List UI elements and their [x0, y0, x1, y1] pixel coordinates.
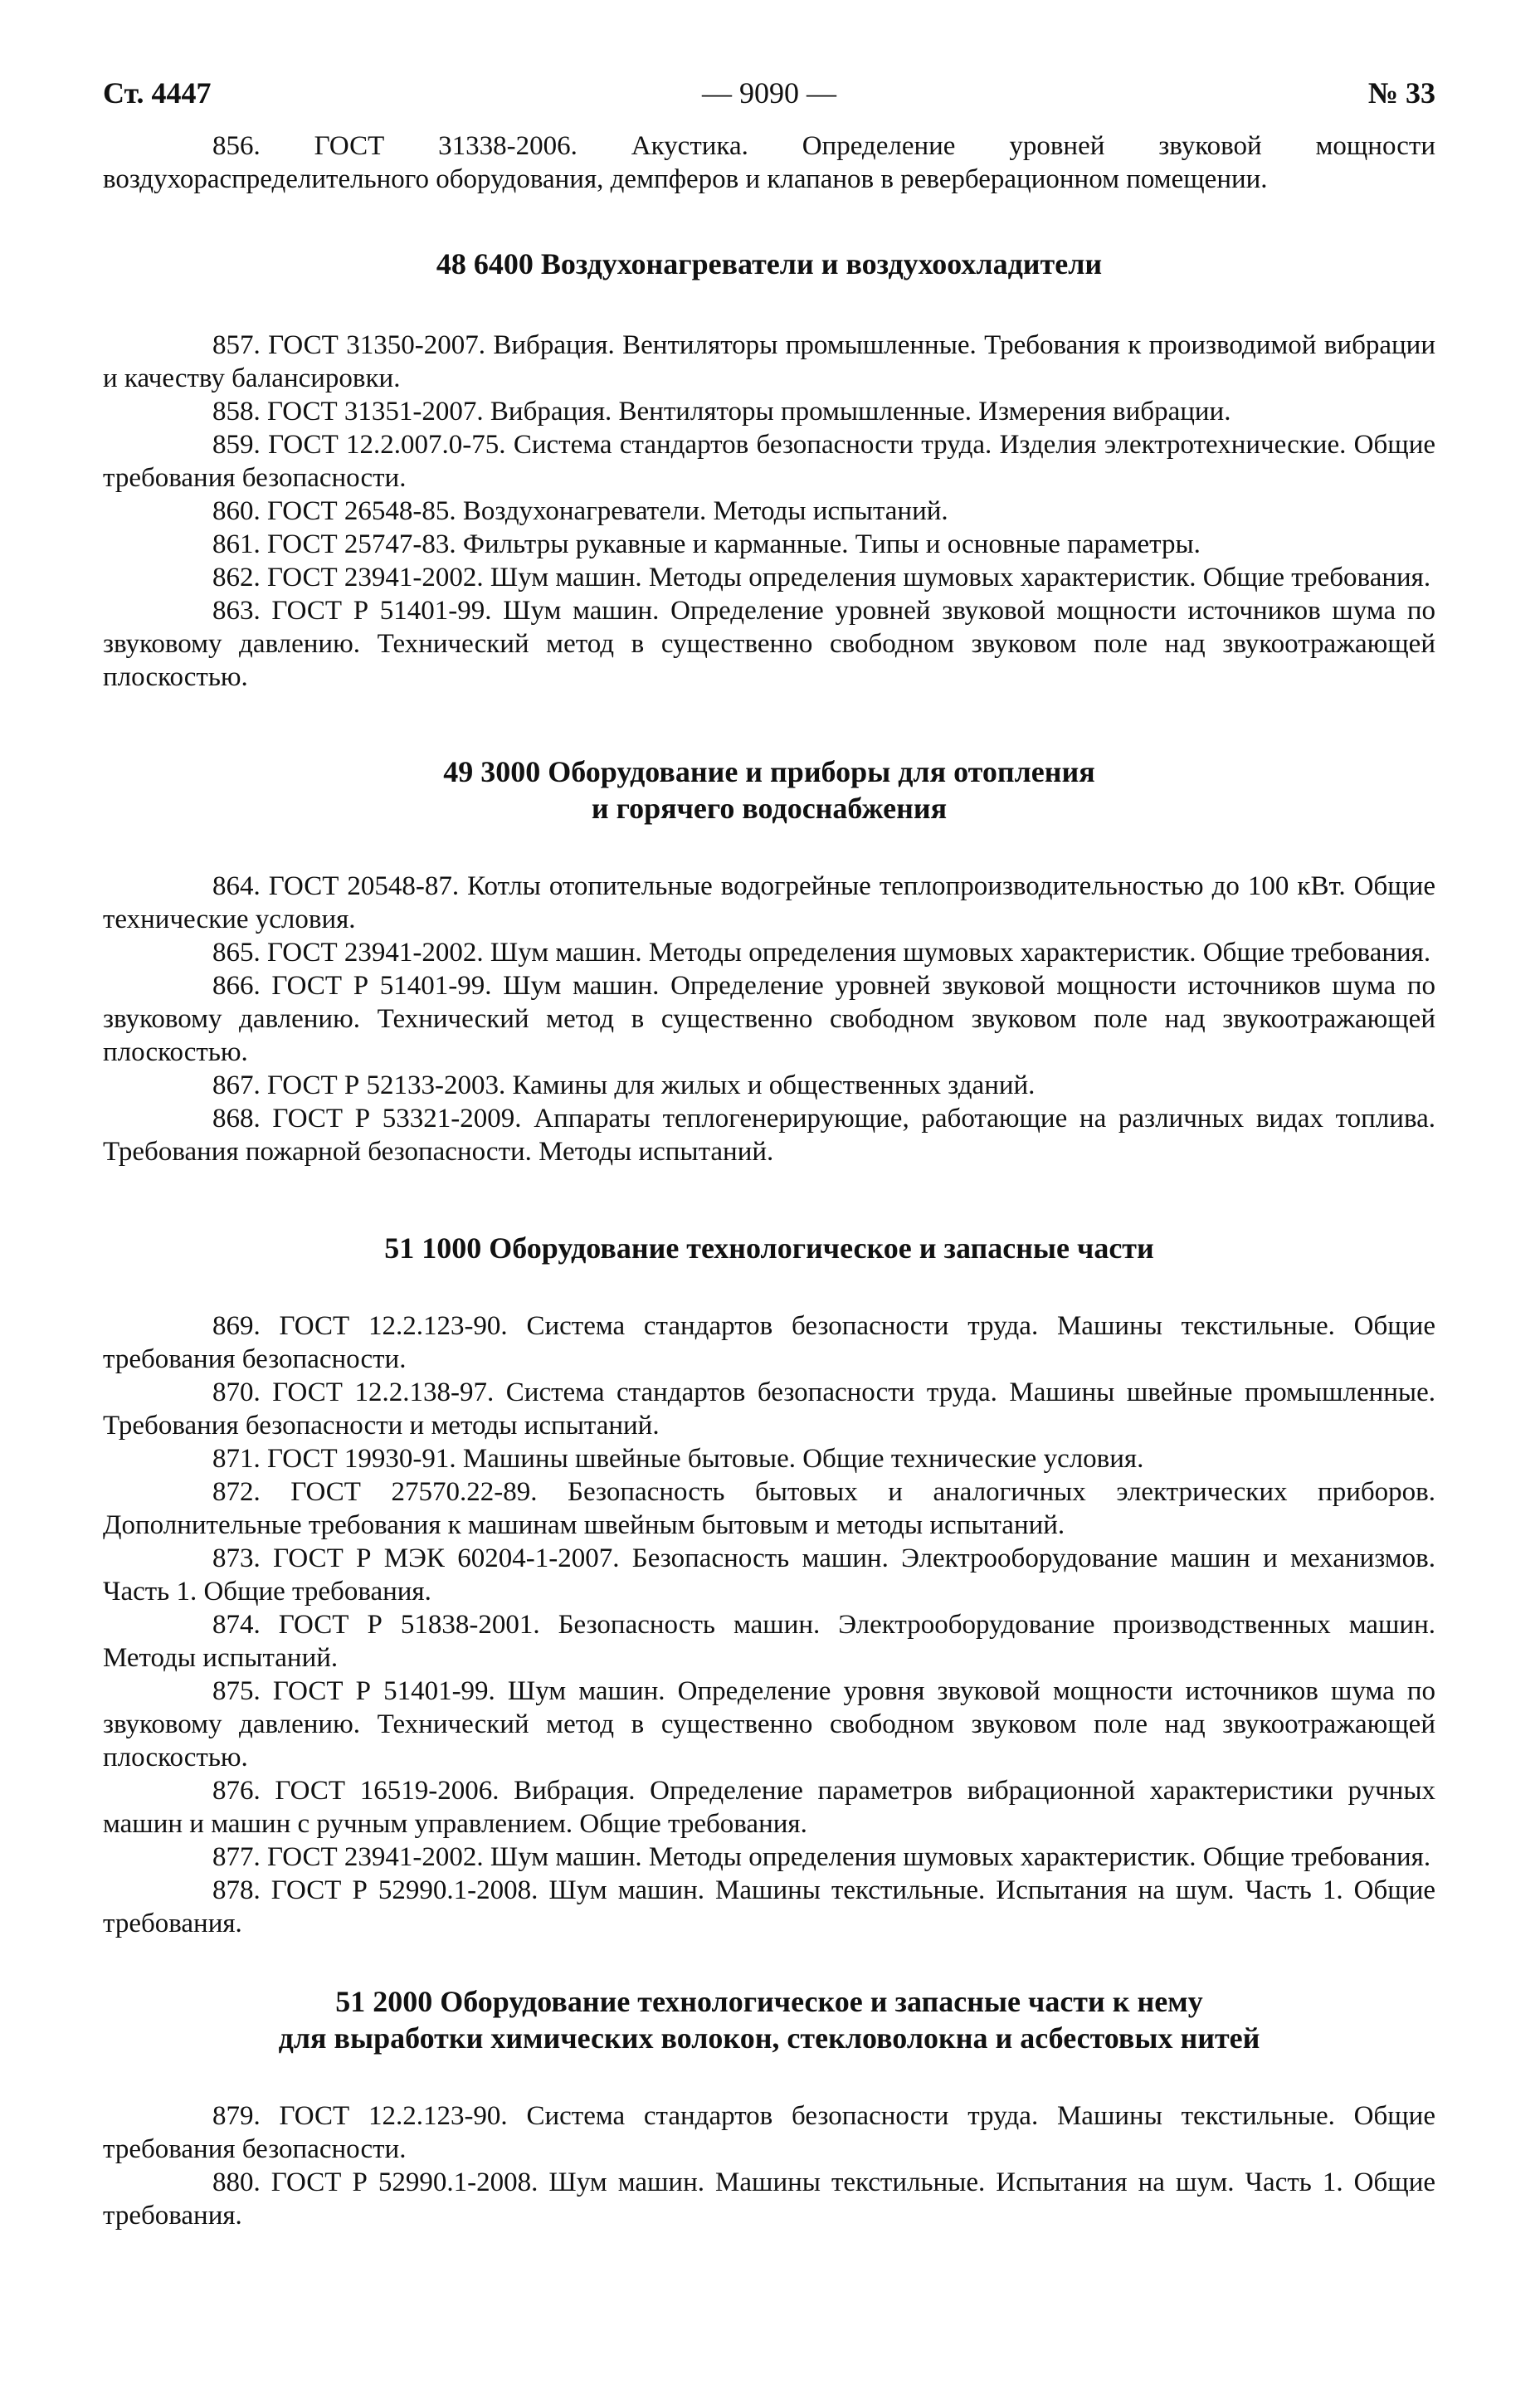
list-item: 864. ГОСТ 20548-87. Котлы отопительные водогрейные теплопроизводительностью до 100 кВт. Общие технические условия. [103, 871, 1435, 934]
header-article-number: Ст. 4447 [103, 76, 212, 110]
list-item: 869. ГОСТ 12.2.123-90. Система стандартов безопасности труда. Машины текстильные. Общие требования безопасности. [103, 1311, 1435, 1374]
list-item: 862. ГОСТ 23941-2002. Шум машин. Методы определения шумовых характеристик. Общие требования. [212, 563, 1431, 592]
list-item: 871. ГОСТ 19930-91. Машины швейные бытовые. Общие технические условия. [212, 1444, 1144, 1474]
section-heading [103, 1230, 1435, 1266]
list-item: 870. ГОСТ 12.2.138-97. Система стандартов безопасности труда. Машины швейные промышленные. Требования безопасности и методы испытаний. [103, 1377, 1435, 1441]
list-item: 867. ГОСТ Р 52133-2003. Камины для жилых и общественных зданий. [212, 1070, 1036, 1100]
section-heading-line: 51 2000 Оборудование технологическое и запасные части к нему [335, 1985, 1203, 2018]
list-item: 861. ГОСТ 25747-83. Фильтры рукавные и карманные. Типы и основные параметры. [212, 529, 1201, 559]
list-item: 875. ГОСТ Р 51401-99. Шум машин. Определение уровня звуковой мощности источников шума по звуковому давлению. Технический метод в существенно свободном звуковом поле над звукоотражающей плоскостью. [103, 1676, 1435, 1772]
list-item: 856. ГОСТ 31338-2006. Акустика. Определение уровней звуковой мощности воздухораспределительного оборудования, демпферов и клапанов в реверберационном помещении. [103, 131, 1435, 194]
list-item: 879. ГОСТ 12.2.123-90. Система стандартов безопасности труда. Машины текстильные. Общие требования безопасности. [103, 2101, 1435, 2164]
section-heading-line: 51 1000 Оборудование технологическое и запасные части [384, 1231, 1154, 1265]
list-item: 873. ГОСТ Р МЭК 60204-1-2007. Безопасность машин. Электрооборудование машин и механизмов. Часть 1. Общие требования. [103, 1543, 1435, 1607]
document-body [103, 129, 1435, 2232]
section-heading [103, 246, 1435, 282]
list-item: 880. ГОСТ Р 52990.1-2008. Шум машин. Машины текстильные. Испытания на шум. Часть 1. Общие требования. [103, 2167, 1435, 2231]
list-item: 878. ГОСТ Р 52990.1-2008. Шум машин. Машины текстильные. Испытания на шум. Часть 1. Общие требования. [103, 1875, 1435, 1938]
header-issue-number: № 33 [1367, 76, 1435, 110]
list-item: 859. ГОСТ 12.2.007.0-75. Система стандартов безопасности труда. Изделия электротехнические. Общие требования безопасности. [103, 430, 1435, 493]
list-item: 857. ГОСТ 31350-2007. Вибрация. Вентиляторы промышленные. Требования к производимой вибрации и качеству балансировки. [103, 330, 1435, 393]
list-item: 872. ГОСТ 27570.22-89. Безопасность бытовых и аналогичных электрических приборов. Дополнительные требования к машинам швейным бытовым и методы испытаний. [103, 1477, 1435, 1540]
list-item: 866. ГОСТ Р 51401-99. Шум машин. Определение уровней звуковой мощности источников шума по звуковому давлению. Технический метод в существенно свободном звуковом поле над звукоотражающей плоскостью. [103, 971, 1435, 1067]
list-item: 876. ГОСТ 16519-2006. Вибрация. Определение параметров вибрационной характеристики ручных машин и машин с ручным управлением. Общие требования. [103, 1776, 1435, 1839]
header-page-number: — 9090 — [702, 76, 836, 110]
list-item: 868. ГОСТ Р 53321-2009. Аппараты теплогенерирующие, работающие на различных видах топлива. Требования пожарной безопасности. Методы испытаний. [103, 1104, 1435, 1167]
list-item: 874. ГОСТ Р 51838-2001. Безопасность машин. Электрооборудование производственных машин. Методы испытаний. [103, 1610, 1435, 1673]
list-item: 877. ГОСТ 23941-2002. Шум машин. Методы определения шумовых характеристик. Общие требования. [212, 1842, 1431, 1872]
list-item: 865. ГОСТ 23941-2002. Шум машин. Методы определения шумовых характеристик. Общие требования. [212, 938, 1431, 968]
page-header [103, 70, 1435, 116]
list-item: 858. ГОСТ 31351-2007. Вибрация. Вентиляторы промышленные. Измерения вибрации. [212, 397, 1231, 427]
section-heading-line: и горячего водоснабжения [591, 792, 948, 825]
section-heading-line: 48 6400 Воздухонагреватели и воздухоохладители [436, 247, 1103, 280]
section-heading [103, 753, 1435, 826]
list-item: 863. ГОСТ Р 51401-99. Шум машин. Определение уровней звуковой мощности источников шума по звуковому давлению. Технический метод в существенно свободном звуковом поле над звукоотражающей плоскостью. [103, 596, 1435, 692]
section-heading-line: 49 3000 Оборудование и приборы для отопления [443, 755, 1095, 788]
list-item: 860. ГОСТ 26548-85. Воздухонагреватели. Методы испытаний. [212, 496, 948, 526]
section-heading-line: для выработки химических волокон, стекловолокна и асбестовых нитей [278, 2021, 1260, 2055]
section-heading [103, 1983, 1435, 2056]
